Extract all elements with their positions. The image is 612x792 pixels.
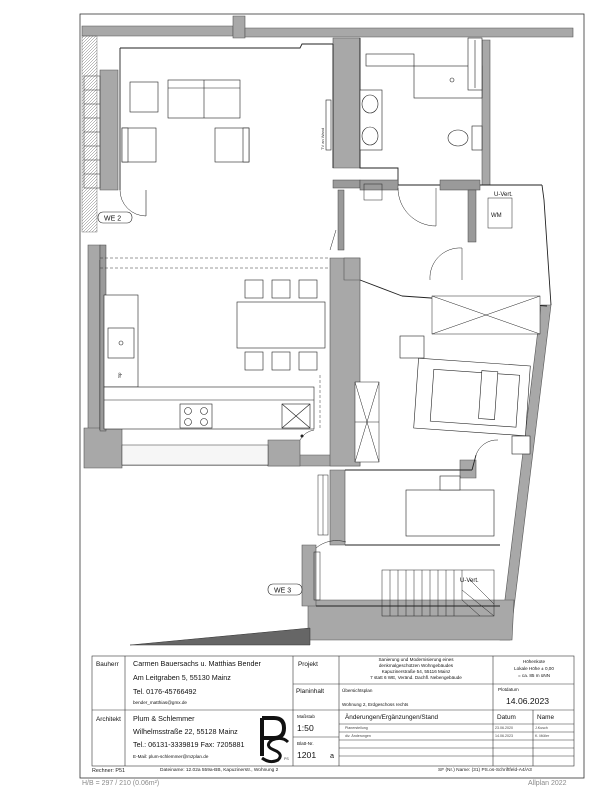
bathroom <box>360 38 482 150</box>
architekt-tel: Tel.: 06131-3339819 Fax: 7205881 <box>133 740 245 749</box>
projekt-line-1: Sanierung und Modernisierung eines <box>378 657 454 662</box>
door-knob <box>301 435 304 438</box>
aenderungen-label: Änderungen/Ergänzungen/Stand <box>345 714 439 721</box>
plotdatum-label: Plotdatum <box>498 687 519 692</box>
rev-row-1-name: J.Kusch <box>535 726 548 730</box>
blatt-label: Blatt-Nr. <box>297 741 314 746</box>
blatt-value: 1201 <box>297 750 317 760</box>
rev-row-1-date: 23.06.2020 <box>495 726 513 730</box>
uvert-label-top: U-Vert. <box>494 192 513 198</box>
we3-label: WE 3 <box>274 587 292 595</box>
uvert-label-bottom: U-Vert. <box>460 578 479 584</box>
projekt-line-4: 7 statt 6 WE, Veränd. Dachfl. Nebengebäude <box>370 675 462 680</box>
datum-label: Datum <box>497 714 516 721</box>
rev-row-1-text: Planerstellung <box>345 726 368 730</box>
dining-set <box>237 280 325 370</box>
logo-letters: PS <box>284 757 289 761</box>
door-swing <box>476 440 498 455</box>
sp-label: Sp <box>117 372 122 378</box>
planinhalt-line-1: Übersichtsplan <box>342 688 373 693</box>
massstab-value: 1:50 <box>297 723 314 733</box>
we2-label: WE 2 <box>104 215 122 223</box>
architekt-name: Plum & Schlemmer <box>133 714 195 723</box>
bauherr-label: Bauherr <box>96 661 119 668</box>
desk <box>406 476 494 536</box>
rev-row-2-name: K. Müller <box>535 734 550 738</box>
tv-label: TV an Wand <box>320 127 325 150</box>
projekt-line-2: denkmalgeschützen Wohngebäudes <box>378 663 454 668</box>
hoehenkote-label: Höhenkote <box>522 659 546 664</box>
architekt-address: Wilhelmsstraße 22, 55128 Mainz <box>133 727 238 736</box>
name-label: Name <box>537 714 555 721</box>
wm-label: WM <box>491 213 502 219</box>
architekt-email: E-Mail: plum-schlemmer@mzplan.de <box>133 754 209 759</box>
hoehenkote-line-2: = ca. 85 m üNN <box>517 673 551 678</box>
architect-logo <box>256 716 290 762</box>
window-bottom <box>122 445 268 465</box>
footer-hb: H/B = 297 / 210 (0.06m²) <box>82 780 160 787</box>
plotdatum-value: 14.06.2023 <box>506 696 550 706</box>
planinhalt-label: Planinhalt <box>296 688 325 695</box>
footer-dateiname: Dateiname: 12.02a 559a-BB, Kapuzinerstr., Wohnung 2 <box>160 768 279 773</box>
rev-row-2-text: div. Änderungen <box>345 734 371 738</box>
footer-allplan: Allplan 2022 <box>528 780 567 787</box>
ground-wedge <box>130 628 310 645</box>
massstab-label: Maßstab <box>297 714 315 719</box>
hoehenkote-line-1: Lokale Höhe ± 0,00 <box>514 666 554 671</box>
footer-sf: SF (Nr.) Name: (31) PS.os-Schriftfeld-A4/A3 <box>438 768 532 773</box>
bauherr-name: Carmen Bauersachs u. Matthias Bender <box>133 659 261 668</box>
projekt-line-3: Kapuzinerstraße 54, 55116 Mainz <box>381 669 451 674</box>
living-furniture <box>122 80 331 162</box>
projekt-label: Projekt <box>298 661 318 668</box>
architekt-label: Architekt <box>96 716 121 723</box>
footer-rechner: Rechner: P51 <box>92 768 125 774</box>
bauherr-address: Am Leitgraben 5, 55130 Mainz <box>133 673 231 682</box>
blatt-suffix: a <box>330 751 334 760</box>
bauherr-email: bender_matthias@gmx.de <box>133 700 187 705</box>
planinhalt-line-2: Wohnung 2, Erdgeschoss rechts <box>342 702 409 707</box>
rev-row-2-date: 14.06.2023 <box>495 734 513 738</box>
bed <box>400 336 530 454</box>
bauherr-tel: Tel. 0176-45766492 <box>133 687 197 696</box>
